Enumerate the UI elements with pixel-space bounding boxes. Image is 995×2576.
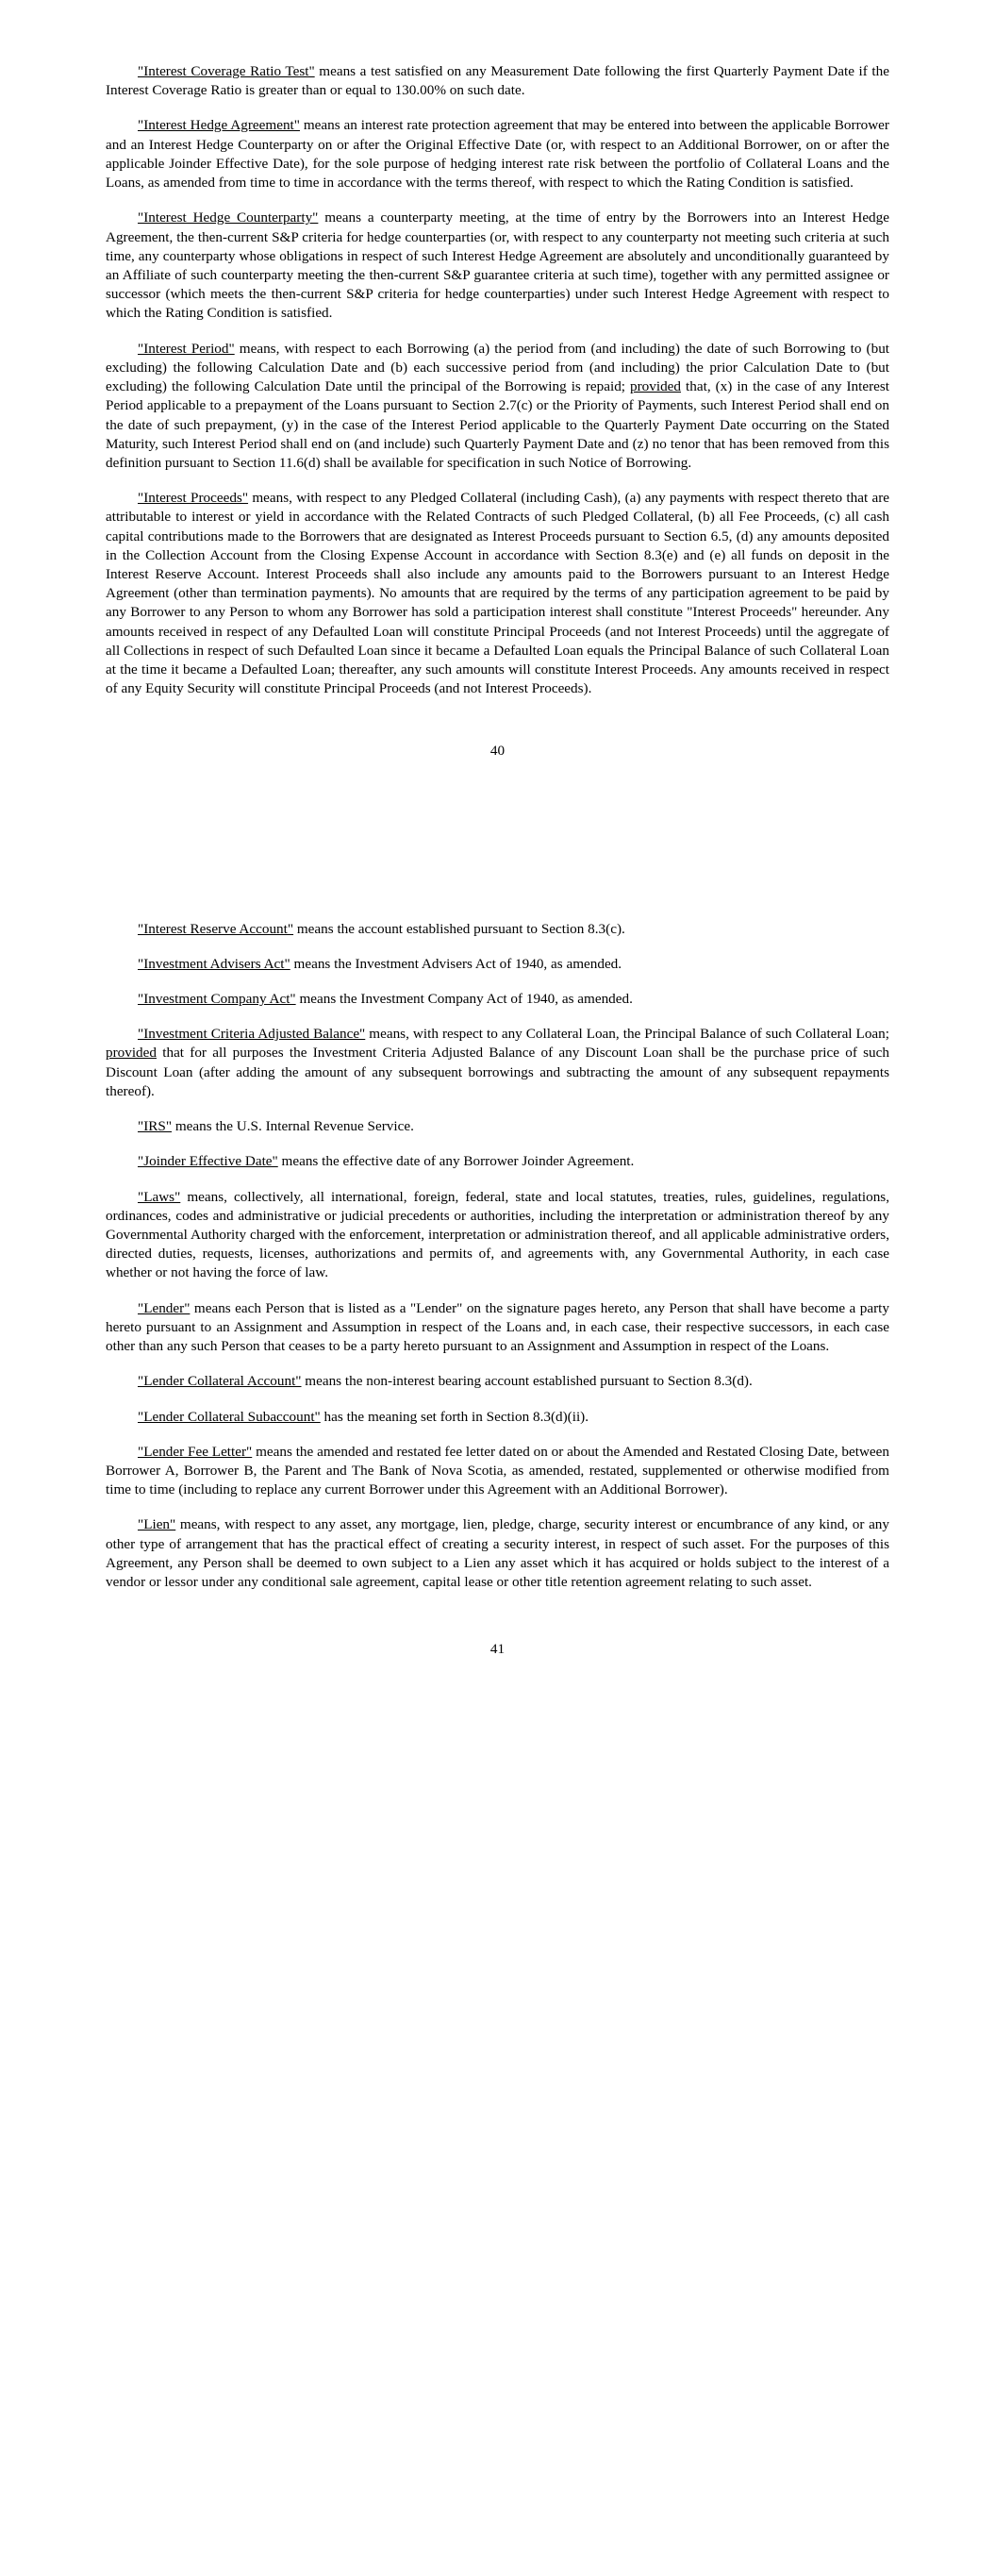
definition-paragraph <box>106 1299 889 1357</box>
definition-paragraph <box>106 62 889 100</box>
definition-paragraph <box>106 489 889 698</box>
definition-text: means, collectively, all international, foreign, federal, state and local statutes, treaties, rules, guidelines, regulations, ordinances, codes and administrative or judicial precedents or authorities, including the interpretation or administration thereof by any Governmental Authority charged with the enforcement, interpretation or administration thereof, and all applicable administrative orders, directed duties, requests, licenses, authorizations and permits of, and agreements with, any Governmental Authority, in each case whether or not having the force of law. <box>106 1188 889 1281</box>
definition-text: has the meaning set forth in Section 8.3(d)(ii). <box>320 1408 589 1425</box>
defined-term: "Interest Coverage Ratio Test" <box>138 63 315 79</box>
definition-paragraph <box>106 1372 889 1391</box>
definition-paragraph <box>106 920 889 939</box>
defined-term: "Investment Criteria Adjusted Balance" <box>138 1026 366 1043</box>
definition-text: means, with respect to any Pledged Collateral (including Cash), (a) any payments with respect thereto that are attributable to interest or yield in accordance with the Related Contracts of such Pledged Collateral, (b) all Fee Proceeds, (c) all cash capital contributions made to the Borrowers that are designated as Interest Proceeds pursuant to Section 6.5, (d) any amounts deposited in the Collection Account from the Closing Expense Account in accordance with Section 8.3(e) and (e) all funds on deposit in the Interest Reserve Account. Interest Proceeds shall also include any amounts paid to the Borrowers pursuant to an Interest Hedge Agreement (other than termination payments). No amounts that are required by the terms of any participation agreement to be paid by any Borrower to any Person to whom any Borrower has sold a participation interest shall constitute "Interest Proceeds" hereunder. Any amounts received in respect of any Defaulted Loan will constitute Principal Proceeds (and not Interest Proceeds) until the aggregate of all Collections in respect of such Defaulted Loan since it became a Defaulted Loan equals the Principal Balance of such Collateral Loan at the time it became a Defaulted Loan; thereafter, any such amounts will constitute Interest Proceeds. Any amounts received in respect of any Equity Security will constitute Principal Proceeds (and not Interest Proceeds). <box>106 490 889 697</box>
defined-term: "Interest Proceeds" <box>138 490 249 507</box>
definition-paragraph <box>106 1408 889 1427</box>
definition-text: means the Investment Company Act of 1940, as amended. <box>295 991 633 1007</box>
defined-term: "Lien" <box>138 1516 176 1533</box>
definition-paragraph <box>106 209 889 323</box>
bottom-spacer <box>0 1658 995 1696</box>
defined-term: "Investment Company Act" <box>138 991 296 1007</box>
document-page <box>0 845 995 1659</box>
definition-paragraph <box>106 990 889 1009</box>
page-number: 41 <box>489 1641 506 1658</box>
inline-underlined-word: provided <box>630 378 682 395</box>
document-page <box>0 0 995 760</box>
definition-paragraph <box>106 1443 889 1500</box>
defined-term: "IRS" <box>138 1118 173 1135</box>
definition-text: means a test satisfied on any Measurement Date following the first Quarterly Payment Date if the Interest Coverage Ratio is greater than or equal to 130.00% on such date. <box>106 63 889 99</box>
definition-text: means the effective date of any Borrower Joinder Agreement. <box>277 1153 635 1170</box>
definition-paragraph <box>106 955 889 974</box>
defined-term: "Laws" <box>138 1188 181 1205</box>
definition-text: means, with respect to any Collateral Loan, the Principal Balance of such Collateral Loan; provided that for all purposes the Investment Criteria Adjusted Balance of any Discount Loan shall be the purchase price of such Discount Loan (after adding the amount of any subsequent borrowings and subtracting the amount of any subsequent repayments thereof). <box>106 1026 889 1099</box>
definition-text: means an interest rate protection agreement that may be entered into between the applicable Borrower and an Interest Hedge Counterparty on or after the Original Effective Date (or, with respect to an Additional Borrower, on or after the applicable Joinder Effective Date), for the sole purpose of hedging interest rate risk between the portfolio of Collateral Loans and the Loans, as amended from time to time in accordance with the terms thereof, with respect to which the Rating Condition is satisfied. <box>106 117 889 192</box>
definition-text: means a counterparty meeting, at the time of entry by the Borrowers into an Interest Hedge Agreement, the then-current S&P criteria for hedge counterparties (or, with respect to any counterparty not meeting such criteria at such time, any counterparty whose obligations in respect of such Interest Hedge Agreement are absolutely and unconditionally guaranteed by an Affiliate of such counterparty meeting the then-current S&P guarantee criteria at such time), together with any permitted assignee or successor (which meets the then-current S&P criteria for hedge counterparties) under such Interest Hedge Agreement with respect to which the Rating Condition is satisfied. <box>106 209 889 322</box>
definition-text: means the account established pursuant to Section 8.3(c). <box>293 920 625 937</box>
defined-term: "Lender Fee Letter" <box>138 1443 253 1460</box>
definition-paragraph <box>106 340 889 474</box>
page-break-spacer <box>0 760 995 845</box>
definition-text: means, with respect to each Borrowing (a) the period from (and including) the date of such Borrowing to (but excluding) the following Calculation Date and (b) each successive period from (and including) the prior Calculation Date to (but excluding) the following Calculation Date until the principal of the Borrowing is repaid; provided that, (x) in the case of any Interest Period applicable to a prepayment of the Loans pursuant to Section 2.7(c) or the Priority of Payments, such Interest Period shall end on the date of such prepayment, (y) in the case of the Interest Period applicable to the Quarterly Payment Date occurring on the Stated Maturity, such Interest Period shall end on (and include) such Quarterly Payment Date and (z) no tenor that has been removed from this definition pursuant to Section 11.6(d) shall be available for specification in such Notice of Borrowing. <box>106 340 890 471</box>
definition-paragraph <box>106 1117 889 1136</box>
defined-term: "Joinder Effective Date" <box>138 1153 278 1170</box>
definition-paragraph <box>106 1025 889 1101</box>
definition-text: means the Investment Advisers Act of 1940, as amended. <box>290 955 622 972</box>
inline-underlined-word: provided <box>106 1045 157 1062</box>
defined-term: "Lender" <box>138 1299 191 1316</box>
defined-term: "Interest Reserve Account" <box>138 920 294 937</box>
definition-text: means, with respect to any asset, any mortgage, lien, pledge, charge, security interest or encumbrance of any kind, or any other type of arrangement that has the practical effect of creating a security interest, in respect of such asset. For the purposes of this Agreement, any Person shall be deemed to own subject to a Lien any asset which it has acquired or holds subject to the interest of a vendor or lessor under any conditional sale agreement, capital lease or other title retention agreement relating to such asset. <box>106 1516 889 1591</box>
defined-term: "Investment Advisers Act" <box>138 955 290 972</box>
definition-text: means each Person that is listed as a "Lender" on the signature pages hereto, any Person that shall have become a party hereto pursuant to an Assignment and Assumption in respect of the Loans and, in each case, their respective successors, in each case other than any such Person that ceases to be a party hereto pursuant to an Assignment and Assumption in respect of the Loans. <box>106 1299 889 1355</box>
definition-paragraph <box>106 1152 889 1171</box>
defined-term: "Interest Hedge Agreement" <box>138 117 300 134</box>
definition-paragraph <box>106 1188 889 1283</box>
defined-term: "Lender Collateral Account" <box>138 1373 302 1390</box>
definition-text: means the U.S. Internal Revenue Service. <box>172 1118 414 1135</box>
defined-term: "Interest Period" <box>138 340 235 357</box>
definition-paragraph <box>106 1515 889 1592</box>
definition-text: means the non-interest bearing account established pursuant to Section 8.3(d). <box>301 1373 753 1390</box>
defined-term: "Interest Hedge Counterparty" <box>138 209 319 226</box>
definition-text: means the amended and restated fee letter dated on or about the Amended and Restated Closing Date, between Borrower A, Borrower B, the Parent and The Bank of Nova Scotia, as amended, restated, supplemented or otherwise modified from time to time (including to replace any current Borrower under this Agreement with an Additional Borrower). <box>106 1443 889 1498</box>
defined-term: "Lender Collateral Subaccount" <box>138 1408 321 1425</box>
page-number: 40 <box>489 742 506 759</box>
definition-paragraph <box>106 116 889 192</box>
